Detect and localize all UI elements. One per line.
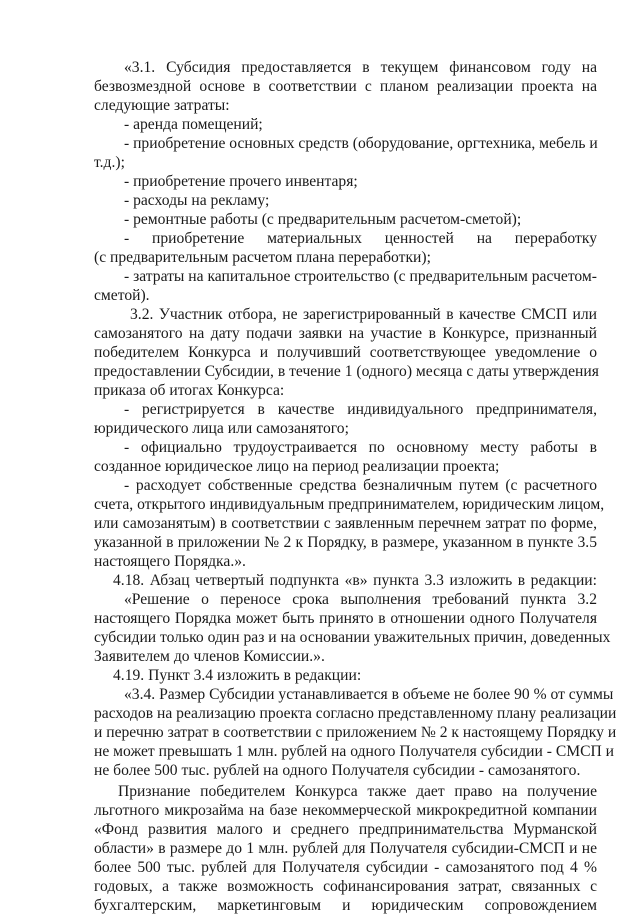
text-line: счета, открытого индивидуальным предпринимателем, юридическим лицом, — [94, 496, 605, 513]
text-line: области» в размере до 1 млн. рублей для Получателя субсидии-СМСП и не — [94, 840, 597, 857]
text-line: - аренда помещений; — [124, 116, 263, 133]
text-line: - расходы на рекламу; — [124, 192, 270, 209]
text-line: предоставлении Субсидии, в течение 1 (одного) месяца с даты утверждения — [94, 363, 599, 380]
text-line: субсидии только один раз и на основании уважительных причин, доведенных — [94, 629, 611, 646]
text-line: «Решение о переносе срока выполнения требований пункта 3.2 — [124, 591, 597, 608]
text-line: или самозанятым) в соответствии с заявленным перечнем затрат по форме, — [94, 515, 597, 532]
text-line: 3.2. Участник отбора, не зарегистрированный в качестве СМСП или — [130, 306, 597, 323]
text-line: годовых, а также возможность софинансирования затрат, связанных с — [94, 878, 597, 895]
text-line: не может превышать 1 млн. рублей на одного Получателя субсидии - СМСП и — [94, 743, 615, 760]
text-line: - регистрируется в качестве индивидуального предпринимателя, — [124, 401, 597, 418]
text-line: 4.18. Абзац четвертый подпункта «в» пункта 3.3 изложить в редакции: — [113, 572, 597, 589]
text-line: победителем Конкурса и получивший соответствующее уведомление о — [94, 344, 597, 361]
text-line: 4.19. Пункт 3.4 изложить в редакции: — [113, 667, 362, 684]
text-line: настоящего Порядка может быть принято в отношении одного Получателя — [94, 610, 597, 627]
text-line: «Фонд развития малого и среднего предпринимательства Мурманской — [94, 821, 597, 838]
text-line: льготного микрозайма на базе некоммерческой микрокредитной компании — [94, 802, 597, 819]
text-line: (с предварительным расчетом плана переработки); — [94, 249, 431, 266]
text-line: «3.1. Субсидия предоставляется в текущем финансовом году на — [124, 59, 597, 76]
text-line: - приобретение материальных ценностей на переработку — [124, 230, 597, 247]
text-line: сметой). — [94, 287, 150, 304]
text-line: Признание победителем Конкурса также дает право на получение — [118, 783, 597, 800]
text-line: - ремонтные работы (с предварительным расчетом-сметой); — [124, 211, 522, 228]
text-line: самозанятого на дату подачи заявки на участие в Конкурсе, признанный — [94, 325, 597, 342]
text-line: - официально трудоустраивается по основному месту работы в — [124, 439, 597, 456]
text-line: настоящего Порядка.». — [94, 553, 246, 570]
text-line: не более 500 тыс. рублей на одного Получателя субсидии - самозанятого. — [94, 762, 581, 779]
text-line: более 500 тыс. рублей для Получателя субсидии - самозанятого под 4 % — [94, 859, 597, 876]
text-line: приказа об итогах Конкурса: — [94, 382, 285, 399]
text-line: указанной в приложении № 2 к Порядку, в размере, указанном в пункте 3.5 — [94, 534, 597, 551]
text-line: созданное юридическое лицо на период реализации проекта; — [94, 458, 500, 475]
text-line: - затраты на капитальное строительство (с предварительным расчетом- — [124, 268, 597, 285]
text-line: следующие затраты: — [94, 97, 230, 114]
text-line: и перечню затрат в соответствии с приложением № 2 к настоящему Порядку и — [94, 724, 617, 741]
text-line: «3.4. Размер Субсидии устанавливается в объеме не более 90 % от суммы — [124, 686, 614, 703]
text-line: - приобретение основных средств (оборудование, оргтехника, мебель и — [124, 135, 598, 152]
text-line: юридического лица или самозанятого; — [94, 420, 349, 437]
text-line: расходов на реализацию проекта согласно представленному плану реализации — [94, 705, 617, 722]
text-line: - расходует собственные средства безналичным путем (с расчетного — [124, 477, 597, 494]
text-line: безвозмездной основе в соответствии с планом реализации проекта на — [94, 78, 597, 95]
text-line: Заявителем до членов Комиссии.». — [94, 648, 325, 665]
text-line: бухгалтерским, маркетинговым и юридическим сопровождением — [94, 897, 597, 914]
text-line: - приобретение прочего инвентаря; — [124, 173, 358, 190]
text-line: т.д.); — [94, 154, 125, 171]
